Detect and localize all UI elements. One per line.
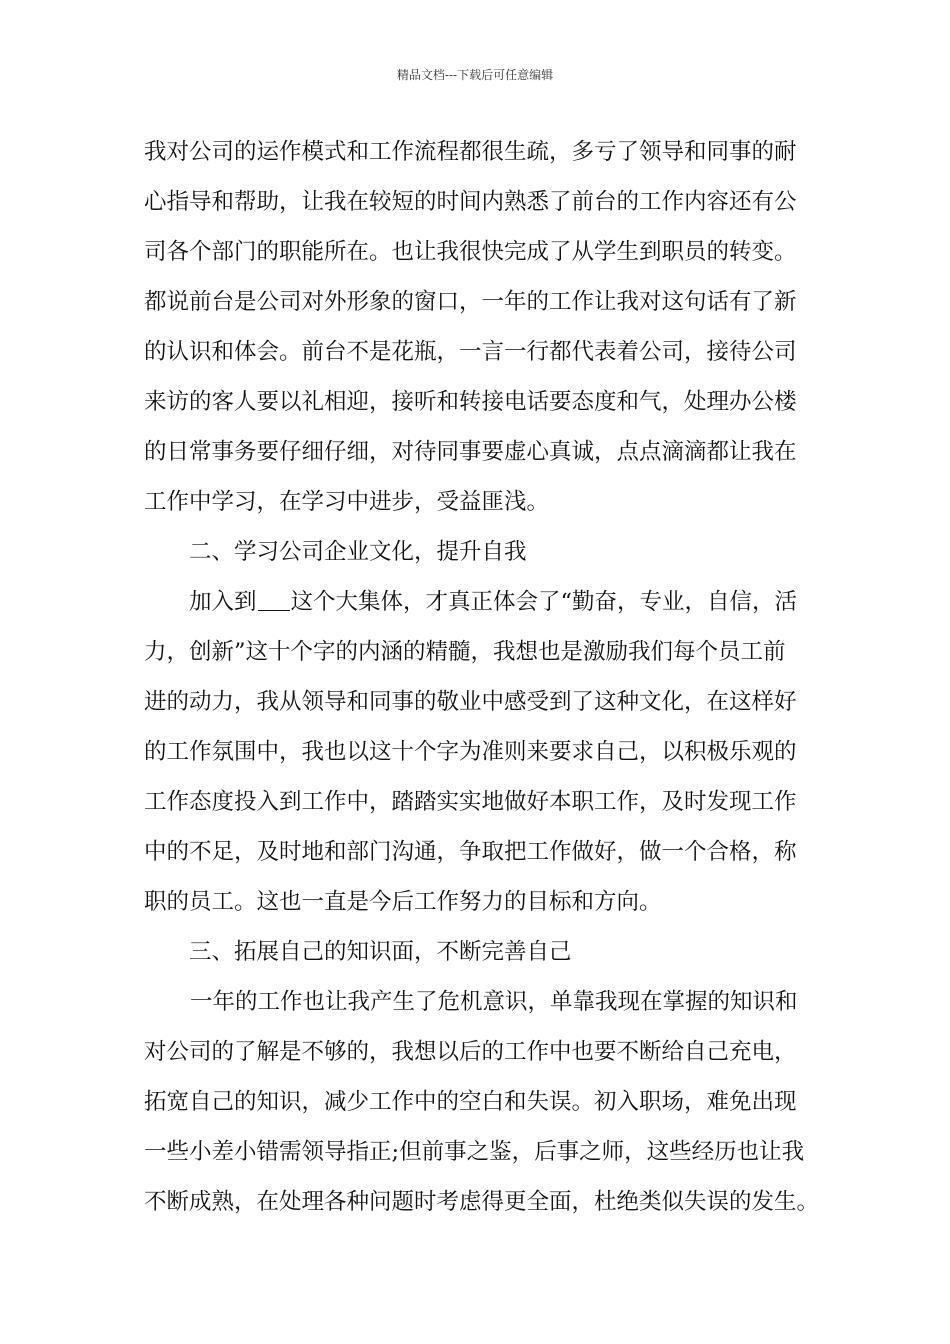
paragraph-line: 司各个部门的职能所在。也让我很快完成了从学生到职员的转变。 xyxy=(144,239,797,265)
paragraph-line: 中的不足，及时地和部门沟通，争取把工作做好，做一个合格，称 xyxy=(144,839,797,865)
section-heading-3: 三、拓展自己的知识面，不断完善自己 xyxy=(189,939,572,965)
paragraph-line: 职的员工。这也一直是今后工作努力的目标和方向。 xyxy=(144,889,662,915)
fill-in-blank xyxy=(258,586,290,611)
paragraph-line: 工作态度投入到工作中，踏踏实实地做好本职工作，及时发现工作 xyxy=(144,789,797,815)
paragraph-line: 都说前台是公司对外形象的窗口，一年的工作让我对这句话有了新 xyxy=(144,289,797,315)
text-before-blank: 加入到 xyxy=(189,589,257,615)
page-header: 精品文档---下载后可任意编辑 xyxy=(396,68,554,82)
paragraph-line: 对公司的了解是不够的，我想以后的工作中也要不断给自己充电， xyxy=(144,1039,797,1065)
paragraph-line-with-blank xyxy=(189,577,889,627)
paragraph-line: 力，创新”这十个字的内涵的精髓，我想也是激励我们每个员工前 xyxy=(144,639,786,665)
paragraph-line: 的日常事务要仔细仔细，对待同事要虚心真诚，点点滴滴都让我在 xyxy=(144,439,797,465)
paragraph-line: 不断成熟，在处理各种问题时考虑得更全面，杜绝类似失误的发生。 xyxy=(144,1189,820,1215)
paragraph-line: 来访的客人要以礼相迎，接听和转接电话要态度和气，处理办公楼 xyxy=(144,389,797,415)
paragraph-line: 我对公司的运作模式和工作流程都很生疏，多亏了领导和同事的耐 xyxy=(144,139,797,165)
paragraph-line: 的工作氛围中，我也以这十个字为准则来要求自己，以积极乐观的 xyxy=(144,739,797,765)
paragraph-line: 心指导和帮助，让我在较短的时间内熟悉了前台的工作内容还有公 xyxy=(144,189,797,215)
section-heading-2: 二、学习公司企业文化，提升自我 xyxy=(189,539,527,565)
text-after-blank: 这个大集体，才真正体会了“勤奋，专业，自信，活 xyxy=(290,589,798,615)
paragraph-line: 拓宽自己的知识，减少工作中的空白和失误。初入职场，难免出现 xyxy=(144,1089,797,1115)
paragraph-line: 一些小差小错需领导指正;但前事之鉴，后事之师，这些经历也让我 xyxy=(144,1139,805,1165)
paragraph-line: 一年的工作也让我产生了危机意识，单靠我现在掌握的知识和 xyxy=(190,989,798,1015)
paragraph-line: 的认识和体会。前台不是花瓶，一言一行都代表着公司，接待公司 xyxy=(144,339,797,365)
paragraph-line: 进的动力，我从领导和同事的敬业中感受到了这种文化，在这样好 xyxy=(144,689,797,715)
paragraph-line: 工作中学习，在学习中进步，受益匪浅。 xyxy=(144,489,550,515)
